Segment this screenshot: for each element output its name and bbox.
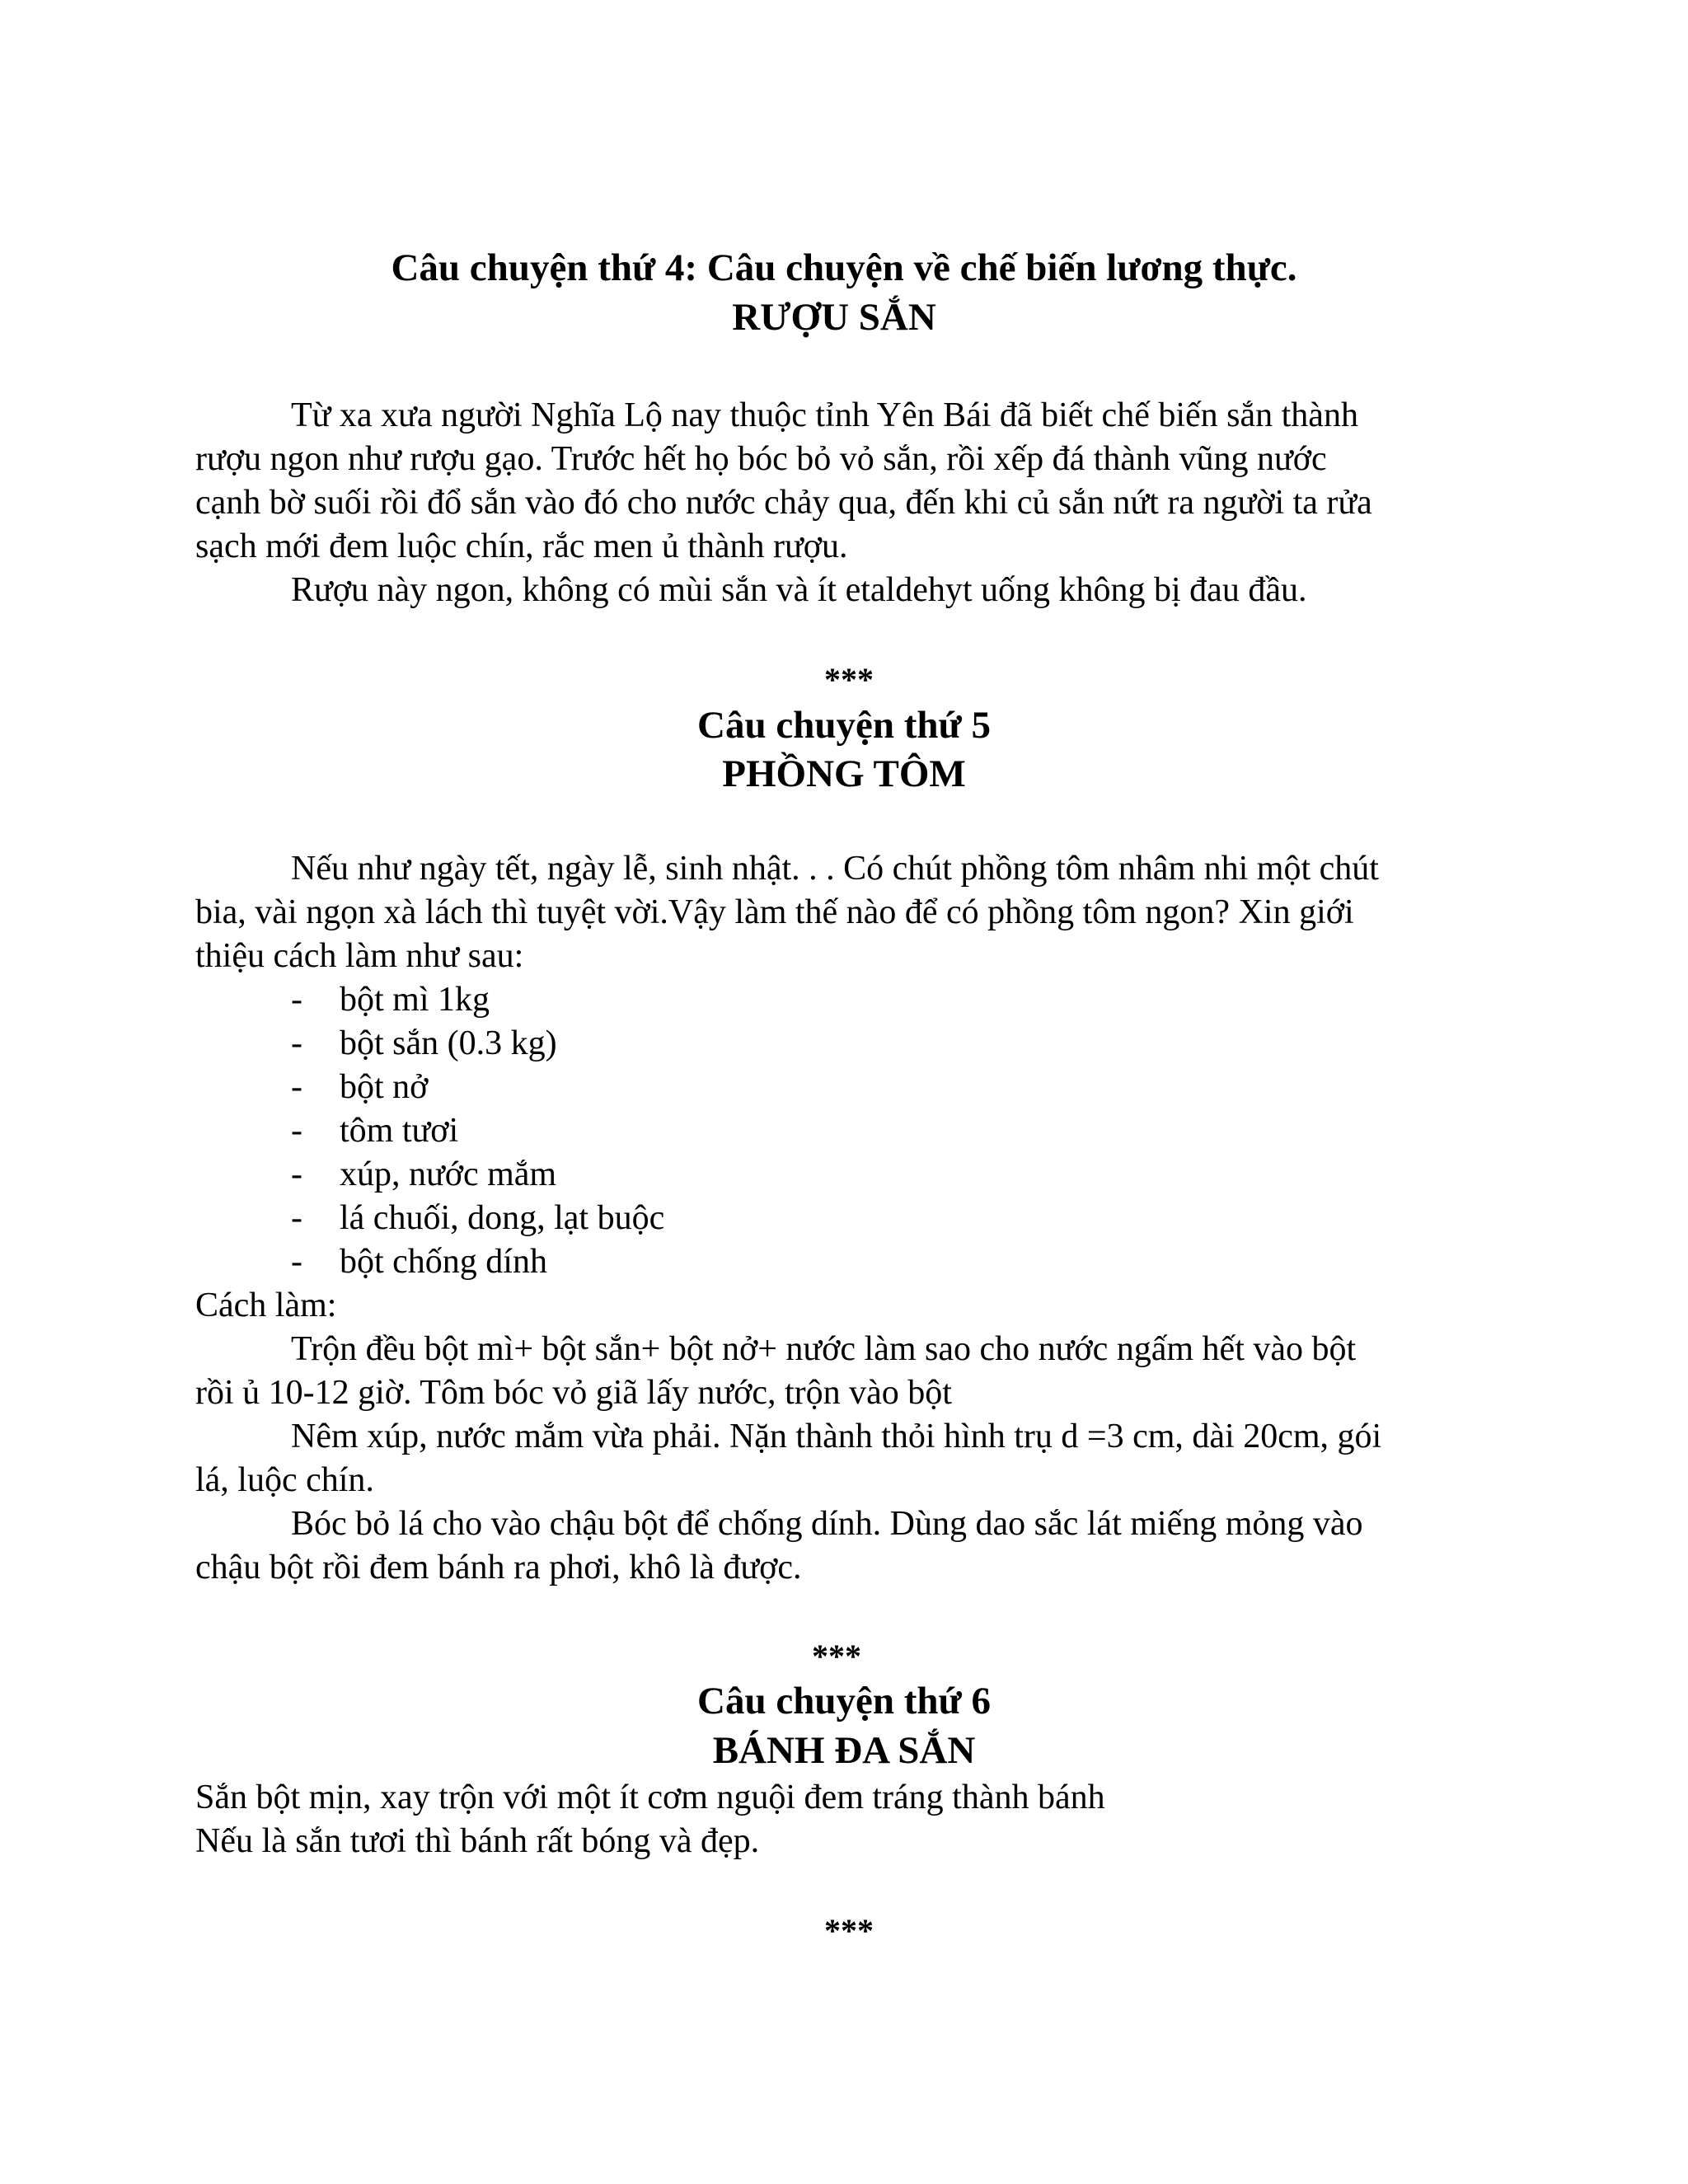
ingredient-item: lá chuối, dong, lạt buộc: [340, 1199, 665, 1237]
bullet-dash: -: [291, 1112, 302, 1150]
story4-paragraph-line: Từ xa xưa người Nghĩa Lộ nay thuộc tỉnh Yên Bái đã biết chế biến sắn thành: [291, 396, 1358, 434]
story6-heading: Câu chuyện thứ 6: [697, 1680, 991, 1722]
story6-line: Nếu là sắn tươi thì bánh rất bóng và đẹp.: [195, 1822, 760, 1860]
story6-title: BÁNH ĐA SẮN: [712, 1729, 976, 1772]
story4-paragraph-line: sạch mới đem luộc chín, rắc men ủ thành rượu.: [195, 527, 848, 565]
method-label: Cách làm:: [195, 1286, 337, 1324]
ingredient-item: tôm tươi: [340, 1112, 459, 1150]
ingredient-item: bột chống dính: [340, 1243, 547, 1281]
method-line: chậu bột rồi đem bánh ra phơi, khô là được.: [195, 1549, 802, 1586]
section-separator: ***: [824, 661, 874, 698]
story5-title: PHỒNG TÔM: [722, 752, 966, 795]
method-line: lá, luộc chín.: [195, 1461, 374, 1499]
bullet-dash: -: [291, 1155, 302, 1193]
ingredient-item: bột sắn (0.3 kg): [340, 1024, 557, 1062]
story5-intro-line: Nếu như ngày tết, ngày lễ, sinh nhật. . . Có chút phồng tôm nhâm nhi một chút: [291, 850, 1379, 888]
bullet-dash: -: [291, 981, 302, 1019]
bullet-dash: -: [291, 1243, 302, 1281]
method-line: Bóc bỏ lá cho vào chậu bột để chống dính. Dùng dao sắc lát miếng mỏng vào: [291, 1505, 1363, 1543]
ingredient-item: xúp, nước mắm: [340, 1155, 557, 1193]
section-separator: ***: [824, 1912, 874, 1949]
bullet-dash: -: [291, 1199, 302, 1237]
story4-paragraph-line: cạnh bờ suối rồi đổ sắn vào đó cho nước chảy qua, đến khi củ sắn nứt ra người ta rửa: [195, 484, 1372, 522]
method-line: Trộn đều bột mì+ bột sắn+ bột nở+ nước làm sao cho nước ngấm hết vào bột: [291, 1330, 1357, 1368]
ingredient-item: bột nở: [340, 1068, 429, 1106]
story4-paragraph-line: rượu ngon như rượu gạo. Trước hết họ bóc bỏ vỏ sắn, rồi xếp đá thành vũng nước: [195, 440, 1327, 478]
story5-intro-line: bia, vài ngọn xà lách thì tuyệt vời.Vậy làm thế nào để có phồng tôm ngon? Xin giới: [195, 893, 1354, 931]
method-line: Nêm xúp, nước mắm vừa phải. Nặn thành thỏi hình trụ d =3 cm, dài 20cm, gói: [291, 1418, 1382, 1455]
story4-heading: Câu chuyện thứ 4: Câu chuyện về chế biến lương thực.: [391, 246, 1297, 289]
story6-line: Sắn bột mịn, xay trộn với một ít cơm nguội đem tráng thành bánh: [195, 1779, 1105, 1816]
ingredient-item: bột mì 1kg: [340, 981, 490, 1019]
bullet-dash: -: [291, 1068, 302, 1106]
section-separator: ***: [812, 1638, 861, 1675]
method-line: rồi ủ 10-12 giờ. Tôm bóc vỏ giã lấy nước, trộn vào bột: [195, 1374, 952, 1412]
story5-intro-line: thiệu cách làm như sau:: [195, 937, 524, 975]
bullet-dash: -: [291, 1024, 302, 1062]
story4-title: RƯỢU SẮN: [732, 296, 936, 339]
story5-heading: Câu chuyện thứ 5: [697, 704, 991, 747]
story4-paragraph-line: Rượu này ngon, không có mùi sắn và ít etaldehyt uống không bị đau đầu.: [291, 571, 1307, 609]
